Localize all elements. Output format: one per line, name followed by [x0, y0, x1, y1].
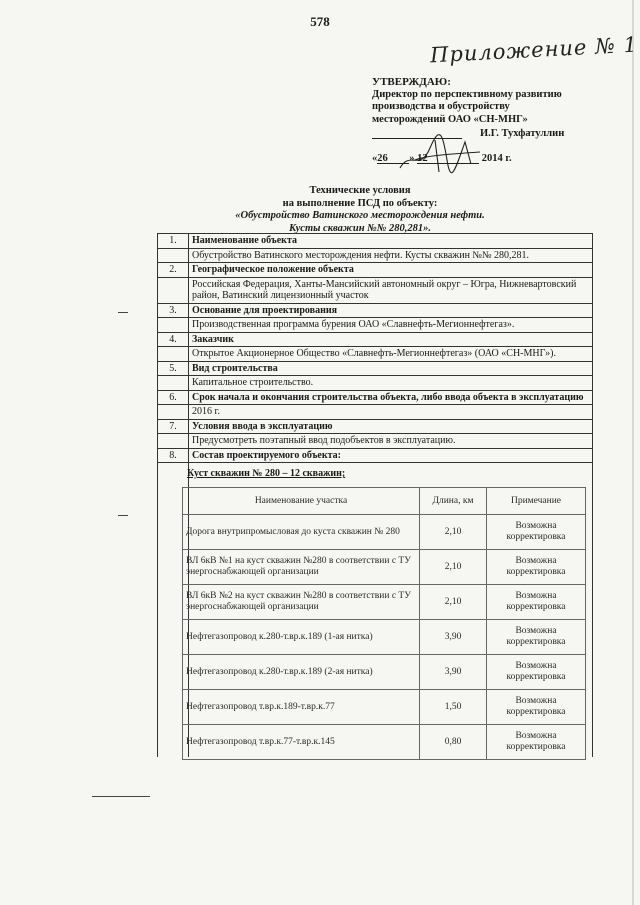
approval-position-line: производства и обустройству — [372, 101, 510, 112]
segment-note: Возможна корректировка — [487, 690, 586, 725]
segment-note: Возможна корректировка — [487, 515, 586, 550]
date-month: 12 — [417, 153, 479, 164]
approval-position-line: Директор по перспективному развитию — [372, 88, 562, 100]
date-day: 26 — [377, 153, 409, 164]
section-number: 7. — [158, 419, 189, 434]
segment-length: 2,10 — [420, 550, 487, 585]
section-heading: Срок начала и окончания строительства объекта, либо ввода объекта в эксплуатацию — [189, 390, 593, 405]
section-content-row — [158, 277, 593, 303]
segment-note: Возможна корректировка — [487, 550, 586, 585]
section-number: 5. — [158, 361, 189, 376]
section-heading-row — [158, 332, 593, 347]
section-heading: Условия ввода в эксплуатацию — [189, 419, 593, 434]
title-line: на выполнение ПСД по объекту: — [282, 197, 438, 209]
segments-table — [182, 487, 586, 760]
section-heading: Основание для проектирования — [189, 303, 593, 318]
table-row — [183, 690, 586, 725]
segments-header-row — [183, 488, 586, 515]
page-edge — [632, 0, 634, 905]
segment-length: 2,10 — [420, 515, 487, 550]
segment-length: 1,50 — [420, 690, 487, 725]
segment-note: Возможна корректировка — [487, 620, 586, 655]
section-heading-row — [158, 419, 593, 434]
segment-length: 2,10 — [420, 585, 487, 620]
segment-name: Нефтегазопровод к.280-т.вр.к.189 (2-ая нитка) — [183, 655, 420, 690]
segment-length: 3,90 — [420, 620, 487, 655]
document-title — [230, 185, 490, 235]
segment-name: Дорога внутрипромысловая до куста скважин № 280 — [183, 515, 420, 550]
table-row — [183, 550, 586, 585]
approval-position-line: месторождений ОАО «СН-МНГ» — [372, 113, 528, 125]
approval-date: «26 » 12 2014 г. — [372, 153, 512, 164]
section-content-row — [158, 376, 593, 391]
section-heading: Заказчик — [189, 332, 593, 347]
section-heading: Географическое положение объекта — [189, 263, 593, 278]
section-heading-row — [158, 263, 593, 278]
section-content: Обустройство Ватинского месторождения нефти. Кусты скважин №№ 280,281. — [189, 248, 593, 263]
section-content: Производственная программа бурения ОАО «Славнефть-Мегионнефтегаз». — [189, 318, 593, 333]
margin-mark — [118, 515, 128, 516]
date-year: 2014 г. — [481, 153, 512, 164]
segment-name: Нефтегазопровод т.вр.к.77-т.вр.к.145 — [183, 725, 420, 760]
section-heading-row — [158, 361, 593, 376]
title-line: Технические условия — [309, 185, 411, 196]
column-header: Примечание — [487, 488, 586, 515]
segment-note: Возможна корректировка — [487, 655, 586, 690]
section-heading-row — [158, 448, 593, 463]
section-content-row — [158, 248, 593, 263]
signer-name: И.Г. Тухфатуллин — [480, 128, 565, 139]
table-row — [183, 515, 586, 550]
section-content: Предусмотреть поэтапный ввод подобъектов в эксплуатацию. — [189, 434, 593, 449]
section-content: 2016 г. — [189, 405, 593, 420]
section-heading-row — [158, 390, 593, 405]
section-number: 4. — [158, 332, 189, 347]
section-content: Российская Федерация, Ханты-Мансийский автономный округ – Югра, Нижневартовский район, Ватинский лицензионный участок — [189, 277, 593, 303]
segment-note: Возможна корректировка — [487, 725, 586, 760]
segment-name: ВЛ 6кВ №1 на куст скважин №280 в соответствии с ТУ энергоснабжающей организации — [183, 550, 420, 585]
table-row — [183, 620, 586, 655]
segment-length: 0,80 — [420, 725, 487, 760]
margin-mark — [118, 312, 128, 313]
section-content-row — [158, 318, 593, 333]
segment-length: 3,90 — [420, 655, 487, 690]
section-heading: Состав проектируемого объекта: — [189, 448, 593, 463]
title-line: Кусты скважин №№ 280,281». — [288, 222, 432, 234]
table-row — [183, 585, 586, 620]
section-content-row — [158, 434, 593, 449]
section-number: 6. — [158, 390, 189, 405]
section-heading-row — [158, 234, 593, 249]
table-row — [183, 655, 586, 690]
column-header: Длина, км — [420, 488, 487, 515]
segment-name: Нефтегазопровод к.280-т.вр.к.189 (1-ая нитка) — [183, 620, 420, 655]
approval-block — [372, 76, 612, 126]
section-content-row — [158, 347, 593, 362]
section-content: Капитальное строительство. — [189, 376, 593, 391]
cluster-heading: Куст скважин № 280 – 12 скважин; — [187, 468, 346, 479]
segment-note: Возможна корректировка — [487, 585, 586, 620]
appendix-handwritten-note: Приложение № 1 — [429, 32, 639, 68]
footnote-line — [92, 796, 150, 797]
section-number: 8. — [158, 448, 189, 463]
section-number: 3. — [158, 303, 189, 318]
approval-heading: УТВЕРЖДАЮ: — [372, 76, 451, 88]
section-content: Открытое Акционерное Общество «Славнефть-Мегионнефтегаз» (ОАО «СН-МНГ»). — [189, 347, 593, 362]
section-heading-row — [158, 303, 593, 318]
section-number: 1. — [158, 234, 189, 249]
title-line: «Обустройство Ватинского месторождения нефти. — [235, 210, 485, 221]
section-number: 2. — [158, 263, 189, 278]
signature-line — [372, 138, 462, 139]
segment-name: ВЛ 6кВ №2 на куст скважин №280 в соответствии с ТУ энергоснабжающей организации — [183, 585, 420, 620]
segment-name: Нефтегазопровод т.вр.к.189-т.вр.к.77 — [183, 690, 420, 725]
column-header: Наименование участка — [183, 488, 420, 515]
section-heading: Вид строительства — [189, 361, 593, 376]
section-heading: Наименование объекта — [189, 234, 593, 249]
table-row — [183, 725, 586, 760]
section-content-row — [158, 405, 593, 420]
page-number: 578 — [310, 14, 330, 29]
